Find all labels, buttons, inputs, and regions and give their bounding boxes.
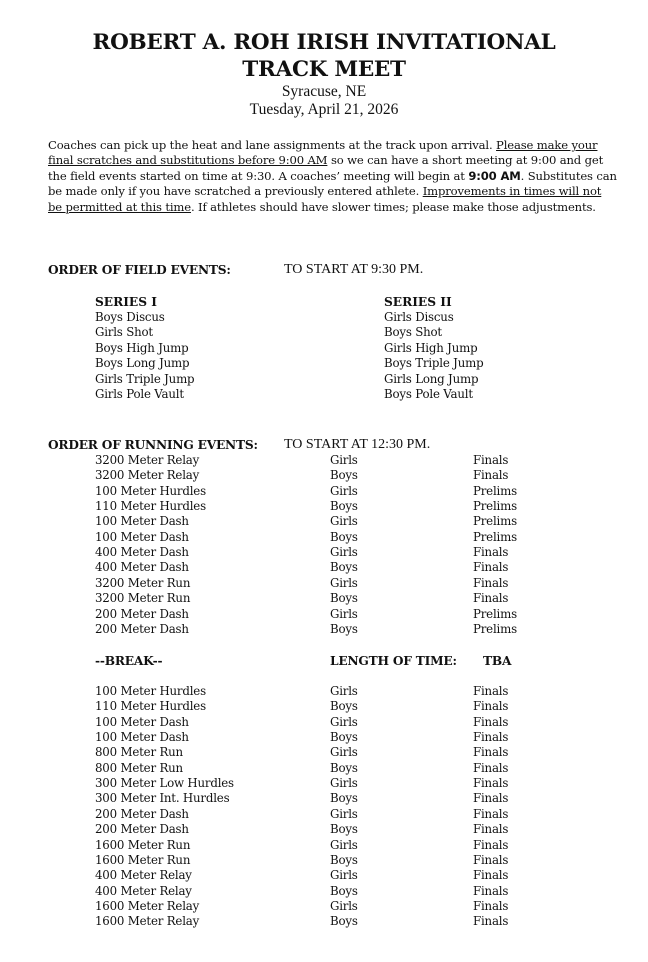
- event-round: Prelims: [473, 483, 517, 498]
- field-event-item: Girls High Jump: [384, 340, 478, 355]
- running-event-row: [0, 468, 648, 483]
- event-gender: Boys: [330, 699, 358, 714]
- event-gender: Boys: [330, 730, 358, 745]
- running-event-row: [0, 622, 648, 637]
- running-event-row: [0, 822, 648, 837]
- event-gender: Girls: [330, 514, 358, 529]
- event-round: Finals: [473, 684, 509, 698]
- event-round: Finals: [473, 868, 509, 883]
- event-gender: Boys: [330, 499, 358, 514]
- event-gender: Boys: [330, 760, 358, 775]
- improvements-note: Improvements in times will not be permitted at this time: [48, 184, 602, 214]
- running-events-heading: ORDER OF RUNNING EVENTS:: [48, 438, 258, 452]
- running-event-row: [0, 838, 648, 853]
- event-round: Finals: [473, 560, 509, 575]
- event-name: 3200 Meter Run: [95, 575, 191, 590]
- event-round: Finals: [473, 745, 509, 760]
- event-round: Prelims: [473, 514, 517, 529]
- event-round: Finals: [473, 898, 509, 913]
- event-round: Finals: [473, 776, 509, 791]
- event-name: 3200 Meter Relay: [95, 453, 200, 467]
- running-event-row: [0, 684, 648, 699]
- instructions-text: so we can have a short meeting at 9:00 and get the field events started on time at 9:30. A coaches’ meeting will begin at: [48, 153, 604, 183]
- event-name: 800 Meter Run: [95, 745, 183, 760]
- break-length-value: TBA: [483, 654, 512, 668]
- event-round: Prelims: [473, 529, 517, 544]
- event-gender: Girls: [330, 545, 358, 560]
- running-events-start-time: TO START AT 12:30 PM.: [284, 437, 431, 452]
- series-heading: SERIES I: [95, 295, 157, 309]
- event-gender: Girls: [330, 606, 358, 621]
- instructions-paragraph: [48, 138, 618, 215]
- event-gender: Boys: [330, 621, 358, 636]
- field-events-heading: ORDER OF FIELD EVENTS:: [48, 263, 231, 277]
- break-label: --BREAK--: [95, 654, 163, 668]
- event-name: 800 Meter Run: [95, 760, 183, 775]
- running-event-row: [0, 530, 648, 545]
- series-heading: SERIES II: [384, 295, 452, 309]
- event-round: Finals: [473, 699, 509, 714]
- running-event-row: [0, 776, 648, 791]
- meet-location: Syracuse, NE: [281, 83, 367, 100]
- event-name: 3200 Meter Run: [95, 591, 191, 606]
- running-event-row: [0, 715, 648, 730]
- meeting-time: 9:00 AM: [468, 168, 521, 183]
- event-gender: Girls: [330, 837, 358, 852]
- event-name: 110 Meter Hurdles: [95, 699, 206, 714]
- running-event-row: [0, 745, 648, 760]
- running-event-row: [0, 514, 648, 529]
- event-round: Finals: [473, 806, 509, 821]
- event-gender: Girls: [330, 868, 358, 883]
- running-event-row: [0, 899, 648, 914]
- meet-date: Tuesday, April 21, 2026: [249, 101, 399, 118]
- event-round: Finals: [473, 883, 509, 898]
- running-event-row: [0, 699, 648, 714]
- event-name: 1600 Meter Run: [95, 837, 191, 852]
- running-event-row: [0, 853, 648, 868]
- event-name: 110 Meter Hurdles: [95, 499, 206, 514]
- event-name: 400 Meter Relay: [95, 883, 192, 898]
- event-name: 100 Meter Dash: [95, 714, 189, 729]
- event-name: 200 Meter Dash: [95, 606, 189, 621]
- event-round: Finals: [473, 914, 509, 929]
- field-events-start-time: TO START AT 9:30 PM.: [284, 262, 424, 277]
- event-round: Finals: [473, 730, 509, 745]
- instructions-text: Coaches can pick up the heat and lane assignments at the track upon arrival.: [48, 138, 497, 152]
- running-event-row: [0, 607, 648, 622]
- event-gender: Girls: [330, 898, 358, 913]
- event-name: 200 Meter Dash: [95, 621, 189, 636]
- event-gender: Girls: [330, 714, 358, 729]
- event-name: 1600 Meter Run: [95, 852, 191, 867]
- meet-title-line1: ROBERT A. ROH IRISH INVITATIONAL: [92, 30, 556, 55]
- event-name: 100 Meter Hurdles: [95, 684, 206, 698]
- event-gender: Boys: [330, 591, 358, 606]
- event-round: Prelims: [473, 499, 517, 514]
- instructions-text: . Substitutes can be made only if you have scratched a previously entered athlete.: [48, 168, 617, 199]
- running-event-row: [0, 884, 648, 899]
- event-gender: Girls: [330, 806, 358, 821]
- running-event-row: [0, 591, 648, 606]
- event-round: Finals: [473, 545, 509, 560]
- event-name: 1600 Meter Relay: [95, 898, 200, 913]
- scratch-deadline-note: Please make your final scratches and substitutions before 9:00 AM: [48, 138, 598, 168]
- field-event-item: Girls Discus: [384, 310, 454, 324]
- event-name: 300 Meter Low Hurdles: [95, 776, 234, 791]
- event-gender: Girls: [330, 684, 358, 698]
- meet-title-line2: TRACK MEET: [242, 57, 406, 82]
- event-name: 400 Meter Dash: [95, 545, 189, 560]
- event-round: Finals: [473, 791, 509, 806]
- running-event-row: [0, 791, 648, 806]
- event-gender: Boys: [330, 822, 358, 837]
- event-gender: Girls: [330, 776, 358, 791]
- event-name: 1600 Meter Relay: [95, 914, 200, 929]
- running-event-row: [0, 914, 648, 929]
- running-event-row: [0, 560, 648, 575]
- field-event-item: Girls Pole Vault: [95, 387, 184, 401]
- field-event-item: Boys High Jump: [95, 340, 189, 355]
- event-gender: Boys: [330, 883, 358, 898]
- running-event-row: [0, 545, 648, 560]
- instructions-text: . If athletes should have slower times; please make those adjustments.: [190, 199, 596, 214]
- event-round: Finals: [473, 837, 509, 852]
- field-event-item: Girls Triple Jump: [95, 371, 195, 386]
- event-name: 100 Meter Dash: [95, 529, 189, 544]
- event-name: 100 Meter Dash: [95, 730, 189, 745]
- event-name: 3200 Meter Relay: [95, 468, 200, 483]
- running-event-row: [0, 453, 648, 468]
- event-gender: Boys: [330, 791, 358, 806]
- event-round: Finals: [473, 822, 509, 837]
- event-gender: Boys: [330, 852, 358, 867]
- field-event-item: Boys Shot: [384, 325, 442, 340]
- event-round: Finals: [473, 591, 509, 606]
- event-gender: Girls: [330, 745, 358, 760]
- field-event-item: Boys Pole Vault: [384, 387, 473, 401]
- running-event-row: [0, 868, 648, 883]
- event-name: 200 Meter Dash: [95, 822, 189, 837]
- event-round: Prelims: [473, 621, 517, 636]
- event-gender: Girls: [330, 453, 358, 467]
- event-gender: Girls: [330, 483, 358, 498]
- event-round: Finals: [473, 714, 509, 729]
- event-gender: Boys: [330, 468, 358, 483]
- running-event-row: [0, 576, 648, 591]
- event-name: 100 Meter Hurdles: [95, 483, 206, 498]
- running-event-row: [0, 499, 648, 514]
- break-length-label: LENGTH OF TIME:: [330, 654, 457, 668]
- event-round: Finals: [473, 575, 509, 590]
- field-event-item: Girls Long Jump: [384, 371, 479, 386]
- event-gender: Boys: [330, 560, 358, 575]
- event-round: Finals: [473, 453, 509, 467]
- field-event-item: Girls Shot: [95, 325, 153, 340]
- event-name: 300 Meter Int. Hurdles: [95, 791, 230, 806]
- event-gender: Boys: [330, 529, 358, 544]
- running-event-row: [0, 761, 648, 776]
- event-gender: Boys: [330, 914, 358, 929]
- field-event-item: Boys Discus: [95, 310, 165, 324]
- running-event-row: [0, 807, 648, 822]
- event-gender: Girls: [330, 575, 358, 590]
- event-round: Finals: [473, 468, 509, 483]
- event-round: Finals: [473, 852, 509, 867]
- event-name: 100 Meter Dash: [95, 514, 189, 529]
- field-event-item: Boys Long Jump: [95, 356, 190, 371]
- event-name: 200 Meter Dash: [95, 806, 189, 821]
- running-event-row: [0, 730, 648, 745]
- field-event-item: Boys Triple Jump: [384, 356, 484, 371]
- running-event-row: [0, 484, 648, 499]
- event-round: Prelims: [473, 606, 517, 621]
- event-name: 400 Meter Relay: [95, 868, 192, 883]
- event-name: 400 Meter Dash: [95, 560, 189, 575]
- event-round: Finals: [473, 760, 509, 775]
